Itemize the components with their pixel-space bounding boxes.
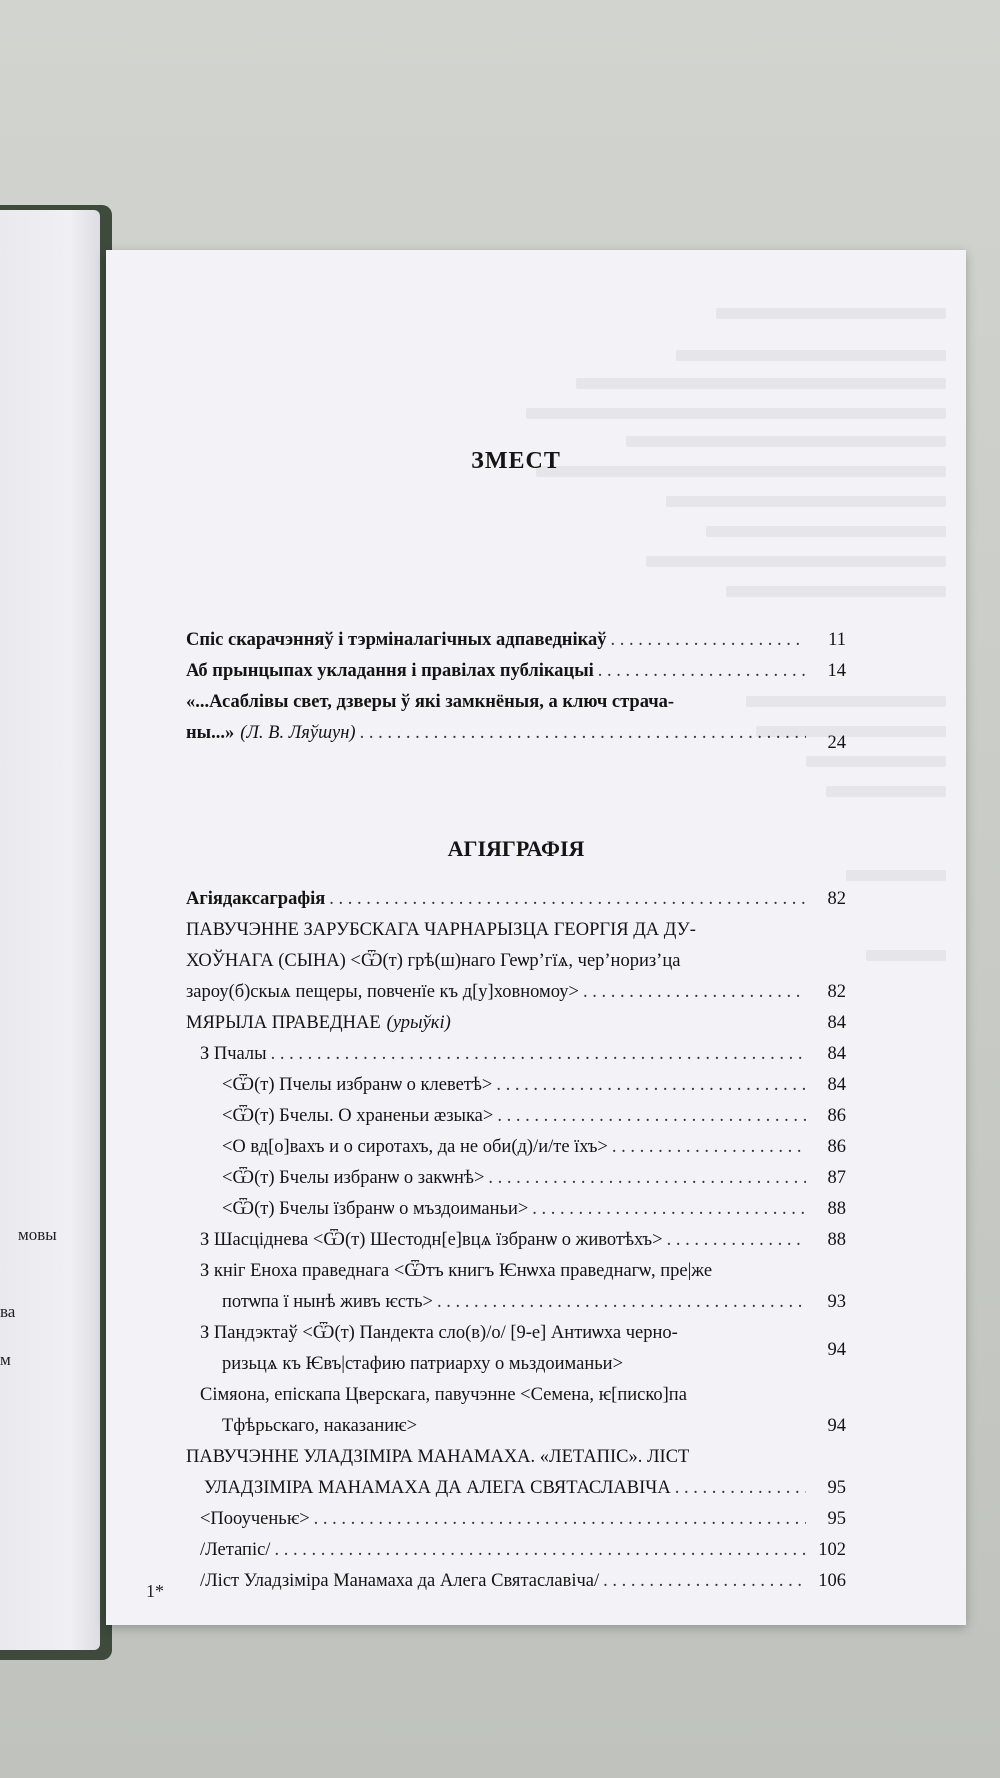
toc-entry [186, 884, 846, 915]
toc-entry-text: <Ѿ(т) Пчелы избранѡ о клеветѣ> [222, 1075, 493, 1095]
leader-dots [603, 1566, 806, 1597]
toc-page-number: 87 [827, 1168, 846, 1188]
leader-dots [271, 1039, 806, 1070]
leader-dots [274, 1535, 806, 1566]
toc-page-number: 24 [827, 733, 846, 753]
toc-entry [186, 915, 846, 1008]
contents-page [106, 250, 966, 1625]
leader-dots [496, 1070, 806, 1101]
leader-dots [329, 884, 806, 915]
toc-entry-text: УЛАДЗІМІРА МАНАМАХА ДА АЛЕГА СВЯТАСЛАВІЧА [204, 1478, 671, 1498]
toc-entry [222, 1101, 846, 1132]
toc-entry [186, 656, 846, 687]
toc-entry [200, 1380, 846, 1442]
toc-entry [200, 1504, 846, 1535]
toc-entry-text: <О вд[о]вахъ и о сиротахъ, да не оби(д)/и/те їхъ> [222, 1137, 608, 1157]
toc-entry [186, 625, 846, 656]
toc-entry-text: Тфѣрьскаго, наказаниѥ> [222, 1416, 418, 1436]
toc-page-number: 94 [827, 1416, 846, 1436]
toc-page-number: 95 [827, 1478, 846, 1498]
toc-entry-text: З Пчалы [200, 1044, 267, 1064]
toc-entry [200, 1256, 846, 1318]
toc-entry-text: Агіядаксаграфія [186, 889, 326, 909]
left-page [0, 210, 100, 1650]
toc-entry [222, 1132, 846, 1163]
left-page-fragment: ва [0, 1302, 16, 1321]
toc-entry-text: ПАВУЧЭННЕ ЗАРУБСКАГА ЧАРНАРЫЗЦА ГЕОРГІЯ ДА ДУ- [186, 920, 696, 940]
leader-dots [598, 656, 806, 687]
toc-entry [222, 1163, 846, 1194]
toc-page-number: 95 [827, 1509, 846, 1529]
toc-entry [200, 1535, 846, 1566]
toc-entry-text: ПАВУЧЭННЕ УЛАДЗІМІРА МАНАМАХА. «ЛЕТАПІС». ЛІСТ [186, 1447, 690, 1467]
toc-entry [200, 1225, 846, 1256]
left-page-fragment: мовы [18, 1225, 57, 1244]
toc-entry-text: З Шасціднева <Ѿ(т) Шестодн[е]вцѧ їзбранѡ о животѣхъ> [200, 1230, 663, 1250]
toc-page-number: 106 [818, 1571, 846, 1591]
toc-entry [186, 1442, 846, 1504]
leader-dots [583, 977, 806, 1008]
toc-entry [200, 1566, 846, 1597]
toc-page-number: 102 [818, 1540, 846, 1560]
toc-entry [200, 1318, 846, 1380]
toc-page-number: 11 [828, 630, 846, 650]
leader-dots [488, 1163, 806, 1194]
toc-entry-text: ризьцѧ къ Ѥвъ|стафию патриарху о мьздоиманьи> [222, 1354, 624, 1374]
leader-dots [314, 1504, 806, 1535]
signature-mark: 1* [146, 1581, 164, 1601]
toc-entry-text: /Ліст Уладзіміра Манамаха да Алега Святаславіча/ [200, 1571, 600, 1591]
toc-page-number: 88 [827, 1230, 846, 1250]
toc-entry [222, 1194, 846, 1225]
toc-entry-text: ны...» [186, 723, 235, 743]
toc-entry-author: (Л. В. Ляўшун) [240, 723, 356, 743]
leader-dots [497, 1101, 806, 1132]
toc-page-number: 86 [827, 1106, 846, 1126]
toc-entry-text: З Пандэктаў <Ѿ(т) Пандекта сло(в)/о/ [9-е] Антиѡха черно- [200, 1323, 678, 1343]
toc-entry-text: Аб прынцыпах укладання і правілах публікацыі [186, 661, 594, 681]
left-page-fragment: м [0, 1350, 11, 1369]
toc-entry-text: З кніг Еноха праведнага <Ѿтъ книгъ Ѥнѡха праведнагѡ, пре|же [200, 1261, 713, 1281]
toc-page-number: 93 [827, 1292, 846, 1312]
page-title: ЗМЕСТ [471, 448, 561, 474]
toc-entry-text: <Ѿ(т) Бчелы. О храненьи ӕзыка> [222, 1106, 494, 1126]
leader-dots [611, 625, 807, 656]
toc-page-number: 86 [827, 1137, 846, 1157]
toc-entry [186, 1008, 846, 1039]
toc-entry-text: МЯРЫЛА ПРАВЕДНАЕ [186, 1013, 381, 1033]
leader-dots [612, 1132, 806, 1163]
toc-entry-text: /Летапіс/ [200, 1540, 271, 1560]
toc-page-number: 82 [827, 889, 846, 909]
toc-entry-note: (урыўкі) [386, 1013, 451, 1033]
toc-page-number: 94 [827, 1340, 846, 1360]
leader-dots [437, 1287, 806, 1318]
leader-dots [532, 1194, 806, 1225]
toc-page-number: 84 [827, 1044, 846, 1064]
toc-page-number: 84 [827, 1013, 846, 1033]
toc-page-number: 84 [827, 1075, 846, 1095]
toc-entry [222, 1070, 846, 1101]
toc-entry [186, 687, 846, 753]
toc-entry-text: ХОЎНАГА (СЫНА) <Ѿ(т) грѣ(ш)наго Геѡр’гїѧ, чер’нориз’ца [186, 951, 681, 971]
leader-dots [675, 1473, 806, 1504]
leader-dots [667, 1225, 806, 1256]
section-title: АГІЯГРАФІЯ [447, 836, 585, 861]
toc-entry [200, 1039, 846, 1070]
toc-entry-text: Сімяона, епіскапа Цверскага, павучэнне <Семена, ѥ[писко]па [200, 1385, 687, 1405]
toc-entry-text: потѡпа ї нынѣ живъ ѥсть> [222, 1292, 433, 1312]
toc-page-number: 14 [827, 661, 846, 681]
toc-page-number: 82 [827, 982, 846, 1002]
toc-page-number: 88 [827, 1199, 846, 1219]
toc-entry-text: зароу(б)скыѧ пещеры, повченїе къ д[у]ховномоу> [186, 982, 579, 1002]
leader-dots [360, 718, 806, 749]
toc-entry-text: <Ѿ(т) Бчелы їзбранѡ о мъздоиманьи> [222, 1199, 529, 1219]
toc-entry-text: «...Асаблівы свет, дзверы ў які замкнёныя, а ключ страча- [186, 692, 675, 712]
toc-entry-text: <Пооученьѥ> [200, 1509, 310, 1529]
toc-entry-text: Спіс скарачэнняў і тэрміналагічных адпаведнікаў [186, 630, 607, 650]
toc-entry-text: <Ѿ(т) Бчелы избранѡ о закѡнѣ> [222, 1168, 485, 1188]
